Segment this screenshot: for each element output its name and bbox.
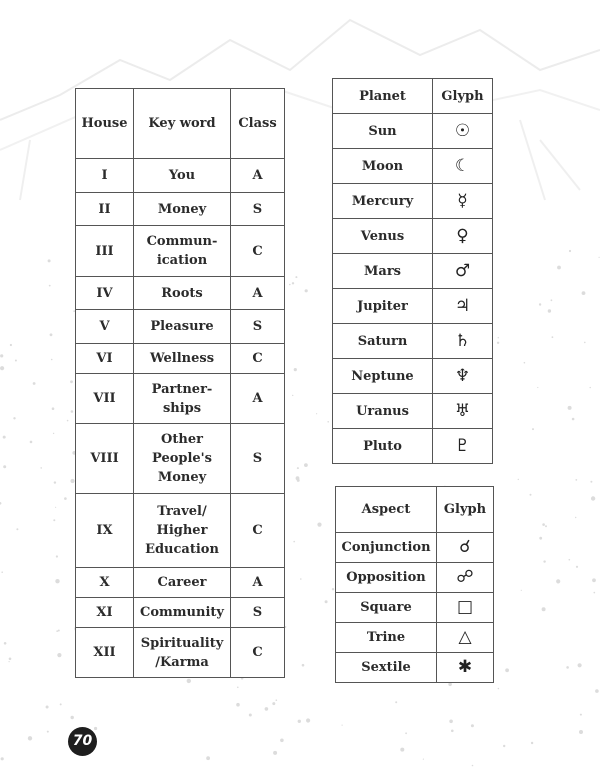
- speckle-dot: [582, 291, 586, 295]
- speckle-dot: [50, 333, 53, 336]
- speckle-dot: [53, 519, 55, 521]
- speckle-dot: [276, 699, 278, 701]
- table-row: [76, 277, 285, 310]
- speckle-dot: [249, 714, 252, 717]
- speckle-dot: [400, 748, 404, 752]
- table-row: [76, 494, 285, 568]
- speckle-dot: [578, 663, 582, 667]
- table-row: [76, 193, 285, 226]
- table-row: [336, 563, 494, 593]
- speckle-dot: [46, 706, 49, 709]
- speckle-dot: [10, 344, 12, 346]
- planet-cell: Jupiter: [333, 289, 433, 324]
- speckle-dot: [566, 666, 569, 669]
- class-cell: S: [231, 193, 285, 226]
- class-cell: C: [231, 494, 285, 568]
- table-row: [336, 533, 494, 563]
- sun-glyph-icon: ☉: [433, 114, 493, 149]
- table-row: [333, 324, 493, 359]
- planet-cell: Saturn: [333, 324, 433, 359]
- house-header: House: [76, 89, 134, 159]
- square-glyph-icon: □: [437, 593, 494, 623]
- house-cell: XII: [76, 628, 134, 678]
- speckle-dot: [569, 559, 571, 561]
- class-cell: S: [231, 598, 285, 628]
- keyword-cell: Roots: [134, 277, 231, 310]
- table-row: [76, 310, 285, 344]
- speckle-dot: [532, 428, 534, 430]
- mercury-glyph-icon: ☿: [433, 184, 493, 219]
- table-row: [333, 254, 493, 289]
- speckle-dot: [471, 724, 474, 727]
- speckle-dot: [57, 653, 61, 657]
- planet-cell: Mars: [333, 254, 433, 289]
- speckle-dot: [542, 523, 545, 526]
- speckle-dot: [297, 467, 299, 469]
- planet-header: Planet: [333, 79, 433, 114]
- class-cell: C: [231, 344, 285, 374]
- speckle-dot: [64, 497, 67, 500]
- speckle-dot: [539, 303, 541, 305]
- class-cell: A: [231, 159, 285, 193]
- speckle-dot: [13, 417, 15, 419]
- keyword-cell: Other People's Money: [134, 424, 231, 494]
- table-row: [76, 226, 285, 277]
- aspect-header: Aspect: [336, 487, 437, 533]
- speckle-dot: [590, 481, 592, 483]
- class-cell: S: [231, 424, 285, 494]
- speckle-dot: [591, 496, 595, 500]
- table-row: [76, 598, 285, 628]
- speckle-dot: [594, 592, 596, 594]
- speckle-dot: [237, 687, 239, 689]
- speckle-dot: [1, 571, 3, 573]
- table-row: [333, 289, 493, 324]
- speckle-dot: [595, 689, 599, 693]
- moon-glyph-icon: ☾: [433, 149, 493, 184]
- speckle-dot: [295, 276, 297, 278]
- class-cell: A: [231, 374, 285, 424]
- speckle-dot: [52, 407, 55, 410]
- aspect-cell: Trine: [336, 623, 437, 653]
- planet-cell: Sun: [333, 114, 433, 149]
- speckle-dot: [503, 745, 505, 747]
- speckle-dot: [521, 590, 522, 591]
- aspect-cell: Sextile: [336, 653, 437, 683]
- house-cell: II: [76, 193, 134, 226]
- speckle-dot: [16, 528, 18, 530]
- speckle-dot: [306, 718, 310, 722]
- table-row: [333, 114, 493, 149]
- planet-cell: Uranus: [333, 394, 433, 429]
- table-row: [336, 623, 494, 653]
- planets-table: [332, 78, 493, 464]
- speckle-dot: [294, 368, 297, 371]
- speckle-dot: [9, 661, 10, 662]
- speckle-dot: [1, 757, 4, 760]
- house-cell: VII: [76, 374, 134, 424]
- keyword-cell: Pleasure: [134, 310, 231, 344]
- planet-cell: Neptune: [333, 359, 433, 394]
- table-row: [333, 394, 493, 429]
- speckle-dot: [265, 707, 269, 711]
- speckle-dot: [590, 387, 591, 388]
- speckle-dot: [60, 703, 62, 705]
- speckle-dot: [342, 725, 343, 726]
- house-cell: VIII: [76, 424, 134, 494]
- speckle-dot: [472, 765, 474, 767]
- keyword-cell: Community: [134, 598, 231, 628]
- mars-glyph-icon: ♂: [433, 254, 493, 289]
- class-cell: C: [231, 628, 285, 678]
- speckle-dot: [55, 579, 59, 583]
- speckle-dot: [289, 284, 291, 286]
- speckle-dot: [551, 299, 553, 301]
- house-cell: III: [76, 226, 134, 277]
- table-row: [76, 374, 285, 424]
- speckle-dot: [0, 366, 4, 370]
- speckle-dot: [539, 537, 542, 540]
- keyword-header: Key word: [134, 89, 231, 159]
- class-cell: C: [231, 226, 285, 277]
- speckle-dot: [568, 406, 572, 410]
- speckle-dot: [505, 668, 509, 672]
- speckle-dot: [395, 701, 397, 703]
- table-row: [333, 359, 493, 394]
- neptune-glyph-icon: ♆: [433, 359, 493, 394]
- speckle-dot: [70, 380, 73, 383]
- trine-glyph-icon: △: [437, 623, 494, 653]
- speckle-dot: [548, 309, 551, 312]
- speckle-dot: [552, 336, 554, 338]
- keyword-cell: Career: [134, 568, 231, 598]
- speckle-dot: [40, 467, 42, 469]
- speckle-dot: [67, 420, 69, 422]
- speckle-dot: [51, 359, 53, 361]
- conjunction-glyph-icon: ☌: [437, 533, 494, 563]
- speckle-dot: [302, 664, 305, 667]
- speckle-dot: [293, 541, 295, 543]
- class-cell: A: [231, 568, 285, 598]
- house-cell: I: [76, 159, 134, 193]
- speckle-dot: [236, 703, 240, 707]
- speckle-dot: [537, 387, 538, 388]
- speckle-dot: [30, 441, 33, 444]
- speckle-dot: [3, 436, 6, 439]
- speckle-dot: [579, 730, 583, 734]
- table-row: [76, 424, 285, 494]
- speckle-dot: [498, 688, 500, 690]
- speckle-dot: [332, 588, 334, 590]
- class-header: Class: [231, 89, 285, 159]
- house-cell: V: [76, 310, 134, 344]
- speckle-dot: [53, 433, 54, 434]
- speckle-dot: [304, 463, 308, 467]
- house-cell: XI: [76, 598, 134, 628]
- venus-glyph-icon: ♀: [433, 219, 493, 254]
- speckle-dot: [292, 395, 293, 396]
- keyword-cell: Travel/ Higher Education: [134, 494, 231, 568]
- speckle-dot: [423, 759, 424, 760]
- speckle-dot: [518, 479, 519, 480]
- speckle-dot: [298, 720, 301, 723]
- speckle-dot: [33, 382, 36, 385]
- speckle-dot: [49, 285, 51, 287]
- speckle-dot: [592, 578, 596, 582]
- table-row: [333, 184, 493, 219]
- speckle-dot: [28, 736, 32, 740]
- speckle-dot: [3, 465, 6, 468]
- speckle-dot: [71, 410, 74, 413]
- speckle-dot: [572, 418, 575, 421]
- speckle-dot: [524, 362, 526, 364]
- speckle-dot: [316, 413, 317, 414]
- speckle-dot: [556, 579, 560, 583]
- speckle-dot: [280, 739, 284, 743]
- planet-cell: Pluto: [333, 429, 433, 464]
- page-number: 70: [68, 727, 97, 756]
- speckle-dot: [9, 658, 12, 661]
- speckle-dot: [54, 481, 56, 483]
- speckle-dot: [448, 683, 452, 687]
- speckle-dot: [300, 578, 302, 580]
- speckle-dot: [206, 756, 210, 760]
- speckle-dot: [530, 494, 532, 496]
- keyword-cell: Wellness: [134, 344, 231, 374]
- house-cell: IV: [76, 277, 134, 310]
- speckle-dot: [0, 502, 1, 505]
- speckle-dot: [292, 282, 294, 284]
- speckle-dot: [55, 507, 56, 508]
- houses-table: [75, 88, 285, 678]
- keyword-cell: Partner-ships: [134, 374, 231, 424]
- speckle-dot: [4, 642, 7, 645]
- speckle-dot: [187, 679, 191, 683]
- glyph-header: Glyph: [437, 487, 494, 533]
- speckle-dot: [325, 600, 328, 603]
- house-cell: X: [76, 568, 134, 598]
- keyword-cell: Money: [134, 193, 231, 226]
- uranus-glyph-icon: ♅: [433, 394, 493, 429]
- speckle-dot: [576, 566, 578, 568]
- table-row: [76, 159, 285, 193]
- speckle-dot: [0, 354, 3, 357]
- pluto-glyph-icon: ♇: [433, 429, 493, 464]
- speckle-dot: [273, 751, 277, 755]
- speckle-dot: [449, 720, 453, 724]
- speckle-dot: [297, 479, 300, 482]
- speckle-dot: [545, 525, 547, 527]
- table-row: [76, 344, 285, 374]
- speckle-dot: [94, 727, 97, 730]
- planet-cell: Venus: [333, 219, 433, 254]
- aspect-cell: Opposition: [336, 563, 437, 593]
- speckle-dot: [557, 266, 561, 270]
- speckle-dot: [48, 259, 51, 262]
- table-row: [333, 219, 493, 254]
- glyph-header: Glyph: [433, 79, 493, 114]
- class-cell: S: [231, 310, 285, 344]
- speckle-dot: [580, 714, 582, 716]
- table-row: [336, 653, 494, 683]
- jupiter-glyph-icon: ♃: [433, 289, 493, 324]
- house-cell: IX: [76, 494, 134, 568]
- speckle-dot: [451, 730, 454, 733]
- speckle-dot: [56, 555, 58, 557]
- speckle-dot: [543, 560, 545, 562]
- saturn-glyph-icon: ♄: [433, 324, 493, 359]
- speckle-dot: [71, 716, 74, 719]
- speckle-dot: [542, 607, 546, 611]
- table-row: [333, 429, 493, 464]
- keyword-cell: Spirituality /Karma: [134, 628, 231, 678]
- speckle-dot: [58, 630, 60, 632]
- speckle-dot: [15, 360, 17, 362]
- speckle-dot: [531, 742, 533, 744]
- table-row: [333, 149, 493, 184]
- keyword-cell: Commun-ication: [134, 226, 231, 277]
- speckle-dot: [575, 517, 576, 518]
- speckle-dot: [584, 342, 586, 344]
- planet-cell: Mercury: [333, 184, 433, 219]
- keyword-cell: You: [134, 159, 231, 193]
- aspects-table: [335, 486, 494, 683]
- house-cell: VI: [76, 344, 134, 374]
- speckle-dot: [317, 523, 321, 527]
- class-cell: A: [231, 277, 285, 310]
- aspect-cell: Square: [336, 593, 437, 623]
- aspect-cell: Conjunction: [336, 533, 437, 563]
- speckle-dot: [498, 337, 499, 338]
- speckle-dot: [47, 731, 49, 733]
- table-row: [76, 568, 285, 598]
- speckle-dot: [327, 421, 329, 423]
- speckle-dot: [569, 250, 571, 252]
- speckle-dot: [70, 479, 74, 483]
- speckle-dot: [272, 702, 275, 705]
- speckle-dot: [305, 289, 308, 292]
- table-row: [336, 593, 494, 623]
- opposition-glyph-icon: ☍: [437, 563, 494, 593]
- planet-cell: Moon: [333, 149, 433, 184]
- sextile-glyph-icon: ✱: [437, 653, 494, 683]
- speckle-dot: [405, 732, 407, 734]
- speckle-dot: [497, 342, 499, 344]
- table-row: [76, 628, 285, 678]
- speckle-dot: [575, 479, 577, 481]
